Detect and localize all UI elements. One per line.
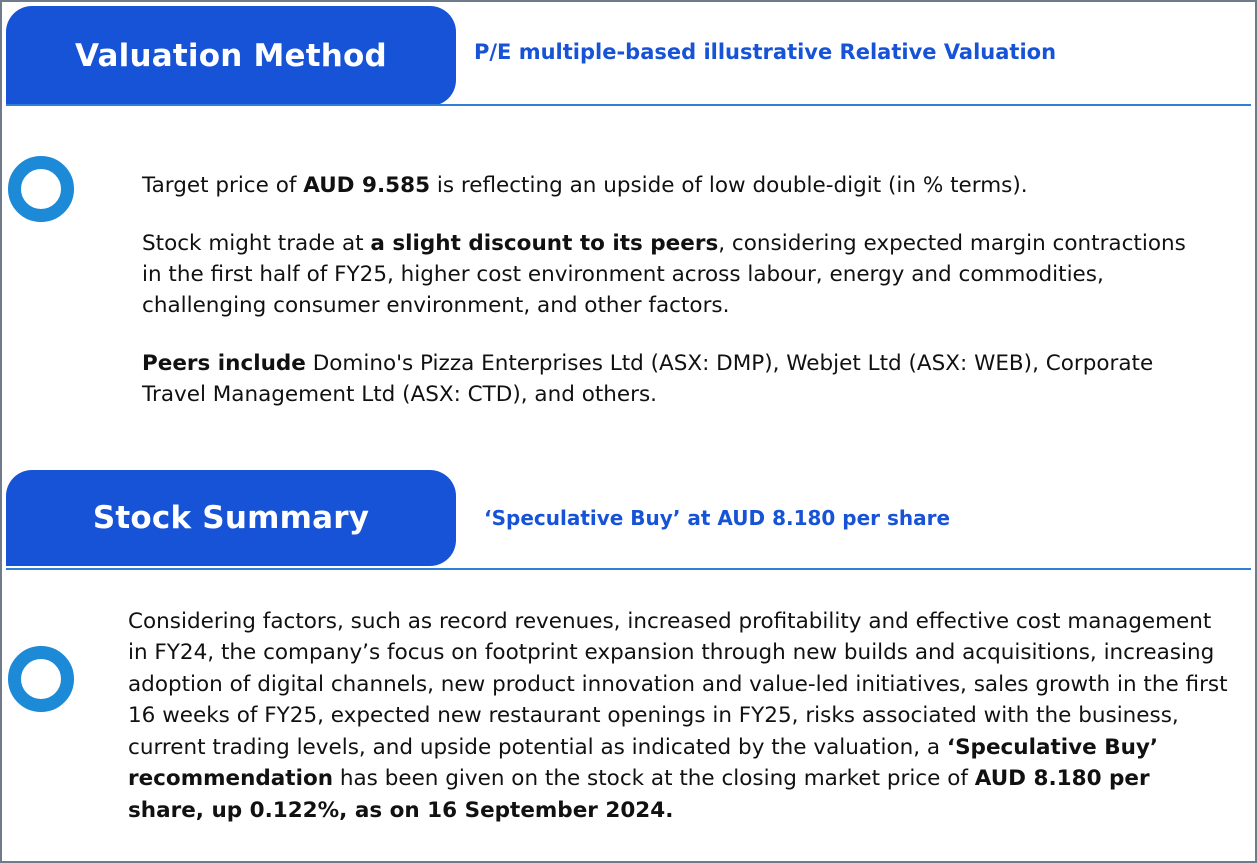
valuation-method-body <box>2 110 1255 470</box>
valuation-paragraph-2: Stock might trade at a slight discount to its peers, considering expected margin contractions in the first half of FY25, higher cost environment across labour, energy and commodities, challenging consumer environment, and other factors. <box>142 230 1186 318</box>
ring-shape <box>8 156 74 222</box>
valuation-method-paragraphs <box>142 148 1195 410</box>
valuation-method-header <box>2 2 1255 110</box>
valuation-method-tab <box>6 6 456 106</box>
summary-paragraph-1: Considering factors, such as record revenues, increased profitability and effective cost management in FY24, the company’s focus on footprint expansion through new builds and acquisitions, increasing adoption of digital channels, new product innovation and value-led initiatives, sales growth in the first 16 weeks of FY25, expected new restaurant openings in FY25, risks associated with the business, current trading levels, and upside potential as indicated by the valuation, a ‘Speculative Buy’ recommendation has been given on the stock at the closing market price of AUD 8.180 per share, up 0.122%, as on 16 September 2024. <box>128 608 1228 823</box>
header-divider-2 <box>6 568 1251 570</box>
stock-summary-body <box>2 574 1255 854</box>
valuation-paragraph-3: Peers include Domino's Pizza Enterprises Ltd (ASX: DMP), Webjet Ltd (ASX: WEB), Corporate Travel Management Ltd (ASX: CTD), and others. <box>142 350 1154 407</box>
stock-summary-header <box>2 470 1255 574</box>
circle-ring-pointer-icon <box>8 156 114 228</box>
valuation-paragraph-1: Target price of AUD 9.585 is reflecting an upside of low double-digit (in % terms). <box>142 172 1028 198</box>
header-divider-1 <box>6 104 1251 106</box>
stock-summary-tab-label: Stock Summary <box>92 500 370 536</box>
stock-summary-tab <box>6 470 456 566</box>
stock-summary-caption: ‘Speculative Buy’ at AUD 8.180 per share <box>484 506 951 530</box>
valuation-method-caption: P/E multiple-based illustrative Relative Valuation <box>474 40 1057 64</box>
valuation-method-tab-label: Valuation Method <box>75 38 387 74</box>
stock-summary-paragraphs <box>128 584 1233 848</box>
circle-ring-pointer-icon <box>8 646 114 718</box>
ring-shape <box>8 646 74 712</box>
